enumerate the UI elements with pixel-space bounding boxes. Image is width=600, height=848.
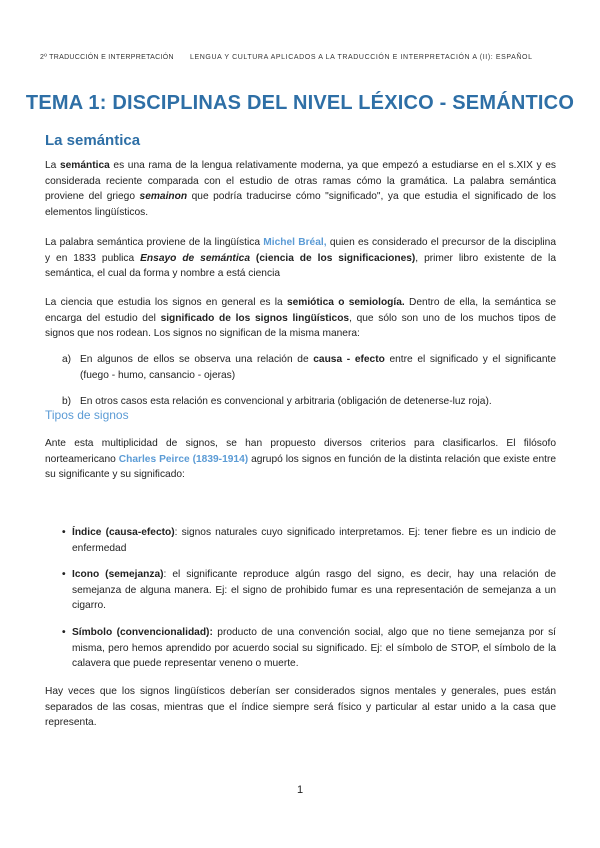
paragraph-semiotica: La ciencia que estudia los signos en general es la semiótica o semiología. Dentro de ella, la semántica se encarga del estudio del significado de los signos lingüísticos, que sólo son uno de los muchos tipos de signos que nos rodean. Los signos no significan de la misma manera: [45, 297, 557, 339]
bullet-icon: • [62, 527, 66, 538]
paragraph-peirce: Ante esta multiplicidad de signos, se han propuesto diversos criterios para clasificarlos. El filósofo norteamericano Charles Peirce (1839-1914) agrupó los signos en función de la distinta relación que existe entre su significante y su significado: [45, 438, 556, 480]
section-heading-tipos: Tipos de signos [45, 408, 129, 422]
header-subject: LENGUA Y CULTURA APLICADOS A LA TRADUCCIÓN E INTERPRETACIÓN A (II): ESPAÑOL [190, 54, 533, 61]
header-course: 2º TRADUCCIÓN E INTERPRETACIÓN [40, 54, 174, 61]
page-number: 1 [296, 784, 304, 796]
list-item-a: a) En algunos de ellos se observa una relación de causa - efecto entre el significado y el significante (fuego - humo, cansancio - ojeras) [62, 354, 556, 381]
paragraph-breal: La palabra semántica proviene de la lingüística Michel Bréal, quien es considerado el precursor de la disciplina y en 1833 publica Ensayo de semántica (ciencia de los significaciones), primer libro existente de la semántica, el cual da forma y nombre a está ciencia [45, 237, 556, 279]
page-title: TEMA 1: DISCIPLINAS DEL NIVEL LÉXICO - SEMÁNTICO [25, 92, 575, 114]
paragraph-intro: La semántica es una rama de la lengua relativamente moderna, ya que empezó a estudiarse en el s.XIX y es considerada reciente comparada con el estudio de otras ramas cómo la gramática. La palabra semántica proviene del griego semainon que podría traducirse cómo "significado", ya que estudia el significado de los elementos lingüísticos. [45, 160, 556, 218]
paragraph-conclusion: Hay veces que los signos lingüísticos deberían ser considerados signos mentales y generales, pues están separados de las cosas, mientras que el índice siempre será físico y particular al estar unido a la casa que representa. [45, 686, 556, 728]
bullet-indice: • Índice (causa-efecto): signos naturales cuyo significado interpretamos. Ej: tener fiebre es un indicio de enfermedad [62, 527, 556, 554]
list-marker: b) [62, 396, 72, 407]
breal-link[interactable]: Michel Bréal, [263, 237, 327, 248]
bullet-simbolo: • Símbolo (convencionalidad): producto de una convención social, algo que no tiene semejanza por sí misma, pero hemos aprendido por acuerdo social su significado. Ej: el símbolo de STOP, el símbolo de la calavera que puede representar veneno o muerte. [62, 627, 556, 669]
section-heading-semantica: La semántica [45, 132, 141, 149]
list-item-b: b) En otros casos esta relación es convencional y arbitraria (obligación de detenerse-luz roja). [62, 394, 556, 410]
bullet-icono: • Icono (semejanza): el significante reproduce algún rasgo del signo, es decir, hay una relación de semejanza de alguna manera. Ej: el signo de prohibido fumar es una representación de semejanza a un cigarro. [62, 569, 556, 611]
bullet-icon: • [62, 627, 66, 638]
list-marker: a) [62, 354, 72, 365]
peirce-link[interactable]: Charles Peirce (1839-1914) [118, 453, 249, 465]
bullet-icon: • [62, 569, 66, 580]
